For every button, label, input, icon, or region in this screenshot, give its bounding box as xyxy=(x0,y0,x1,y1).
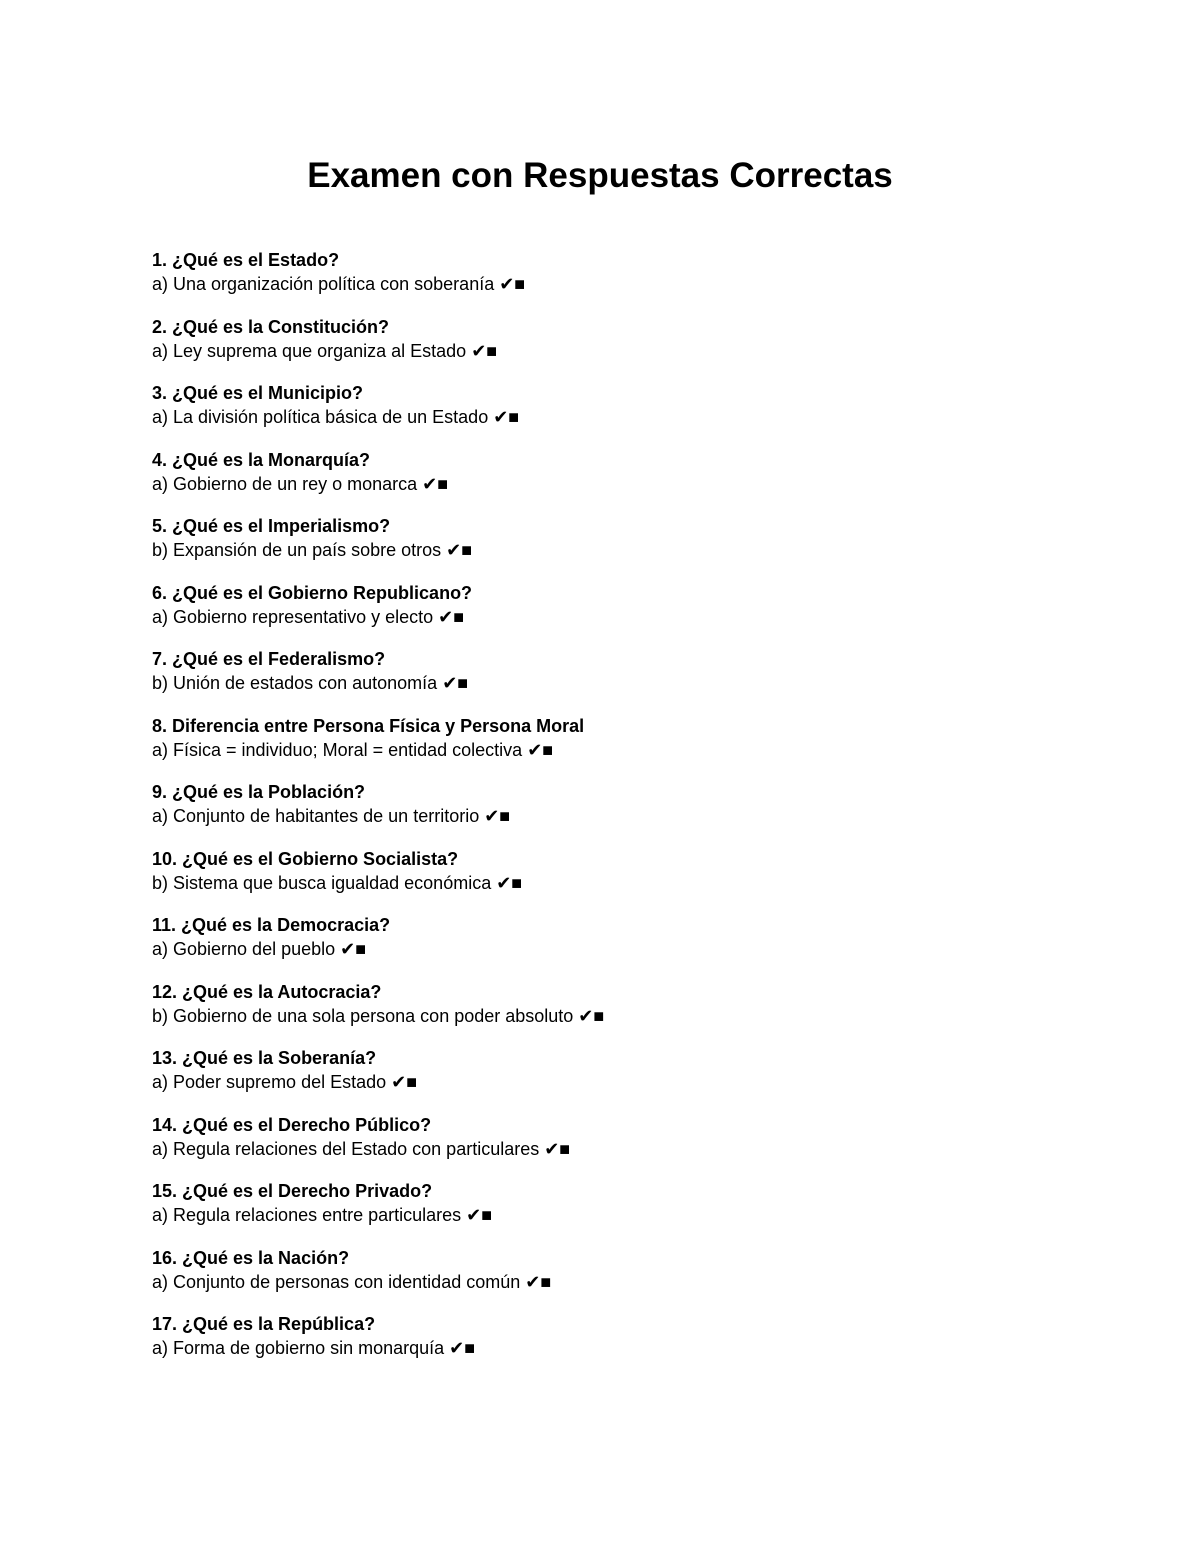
question-item xyxy=(152,780,1112,847)
question-text: 1. ¿Qué es el Estado? xyxy=(152,250,340,270)
question-item xyxy=(152,1312,1112,1379)
answer-text: a) Gobierno de un rey o monarca ✔■ xyxy=(152,473,449,494)
question-item xyxy=(152,1179,1112,1246)
question-list xyxy=(152,248,1112,1379)
answer-text: b) Unión de estados con autonomía ✔■ xyxy=(152,673,469,693)
question-text: 10. ¿Qué es el Gobierno Socialista? xyxy=(152,848,459,869)
question-text: 12. ¿Qué es la Autocracia? xyxy=(152,981,382,1002)
answer-text: a) Regula relaciones del Estado con particulares ✔■ xyxy=(152,1138,571,1159)
question-text: 6. ¿Qué es el Gobierno Republicano? xyxy=(152,582,473,603)
question-item xyxy=(152,714,1112,781)
answer-text: a) Una organización política con soberanía ✔■ xyxy=(152,274,526,294)
document-title: Examen con Respuestas Correctas xyxy=(307,156,893,195)
answer-text: a) Física = individuo; Moral = entidad colectiva ✔■ xyxy=(152,739,554,760)
question-text: 15. ¿Qué es el Derecho Privado? xyxy=(152,1181,433,1201)
answer-text: b) Gobierno de una sola persona con poder absoluto ✔■ xyxy=(152,1005,605,1026)
question-text: 2. ¿Qué es la Constitución? xyxy=(152,316,390,337)
question-item xyxy=(152,381,1112,448)
question-text: 4. ¿Qué es la Monarquía? xyxy=(152,449,371,470)
question-item xyxy=(152,647,1112,714)
question-item xyxy=(152,514,1112,581)
answer-text: a) Gobierno del pueblo ✔■ xyxy=(152,939,367,959)
answer-text: a) Gobierno representativo y electo ✔■ xyxy=(152,606,465,627)
answer-text: a) Poder supremo del Estado ✔■ xyxy=(152,1072,418,1092)
question-text: 5. ¿Qué es el Imperialismo? xyxy=(152,516,391,536)
question-item xyxy=(152,581,1112,648)
question-text: 13. ¿Qué es la Soberanía? xyxy=(152,1048,377,1068)
answer-text: a) Conjunto de habitantes de un territorio ✔■ xyxy=(152,806,511,826)
question-item xyxy=(152,1113,1112,1180)
question-item xyxy=(152,315,1112,382)
question-text: 7. ¿Qué es el Federalismo? xyxy=(152,649,386,669)
answer-text: a) Forma de gobierno sin monarquía ✔■ xyxy=(152,1338,476,1358)
question-item xyxy=(152,1246,1112,1313)
question-text: 16. ¿Qué es la Nación? xyxy=(152,1247,350,1268)
question-text: 14. ¿Qué es el Derecho Público? xyxy=(152,1114,432,1135)
question-text: 3. ¿Qué es el Municipio? xyxy=(152,383,364,403)
question-item xyxy=(152,847,1112,914)
question-text: 17. ¿Qué es la República? xyxy=(152,1314,376,1334)
answer-text: a) Ley suprema que organiza al Estado ✔■ xyxy=(152,340,498,361)
question-item xyxy=(152,248,1112,315)
answer-text: b) Sistema que busca igualdad económica ✔■ xyxy=(152,872,523,893)
question-item xyxy=(152,1046,1112,1113)
question-text: 11. ¿Qué es la Democracia? xyxy=(152,915,391,935)
question-text: 9. ¿Qué es la Población? xyxy=(152,782,366,802)
question-item xyxy=(152,980,1112,1047)
question-item xyxy=(152,913,1112,980)
answer-text: a) Regula relaciones entre particulares ✔■ xyxy=(152,1205,493,1225)
question-item xyxy=(152,448,1112,515)
answer-text: a) La división política básica de un Estado ✔■ xyxy=(152,407,520,427)
answer-text: b) Expansión de un país sobre otros ✔■ xyxy=(152,540,473,560)
question-text: 8. Diferencia entre Persona Física y Persona Moral xyxy=(152,715,585,736)
answer-text: a) Conjunto de personas con identidad común ✔■ xyxy=(152,1271,552,1292)
